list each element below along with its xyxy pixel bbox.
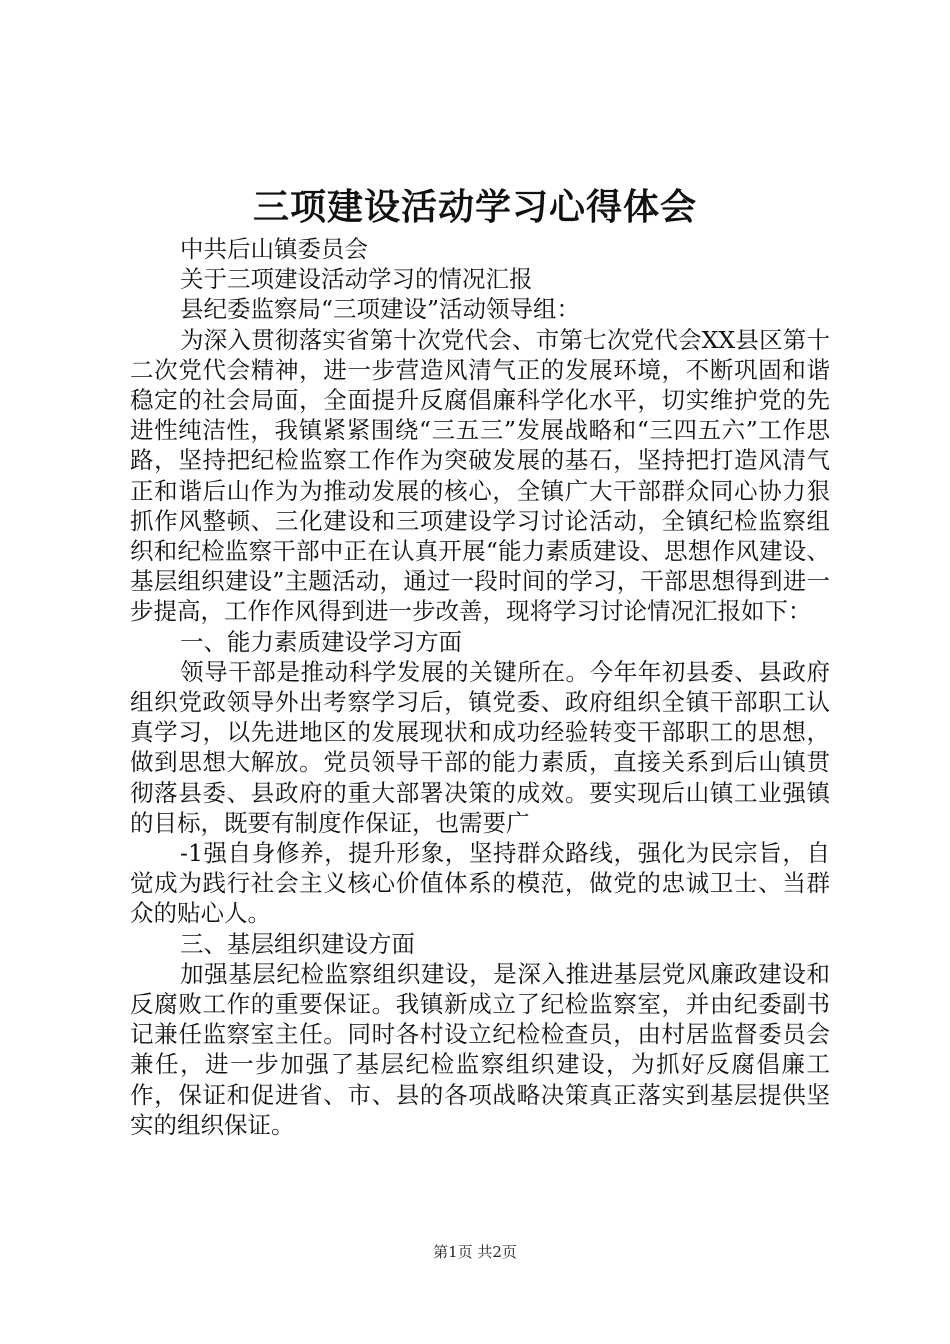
intro-paragraph: 为深入贯彻落实省第十次党代会、市第七次党代会XX县区第十二次党代会精神，进一步营造风清气正的发展环境，不断巩固和谐稳定的社会局面，全面提升反腐倡廉科学化水平，切实维护党的先进性纯洁性，我镇紧紧围绕“三五三”发展战略和“三四五六”工作思路，坚持把纪检监察工作作为突破发展的基石，坚持把打造风清气正和谐后山作为为推动发展的核心，全镇广大干部群众同心协力狠抓作风整顿、三化建设和三项建设学习讨论活动，全镇纪检监察组织和纪检监察干部中正在认真开展“能力素质建设、思想作风建设、基层组织建设”主题活动，通过一段时间的学习，干部思想得到进一步提高，工作作风得到进一步改善，现将学习讨论情况汇报如下： — [130, 325, 830, 626]
section-heading-ability: 一、能力素质建设学习方面 — [180, 627, 462, 656]
ability-paragraph: 领导干部是推动科学发展的关键所在。今年年初县委、县政府组织党政领导外出考察学习后，镇党委、政府组织全镇干部职工认真学习，以先进地区的发展现状和成功经验转变干部职工的思想，做到思想大解放。党员领导干部的能力素质，直接关系到后山镇贯彻落县委、县政府的重大部署决策的成效。要实现后山镇工业强镇的目标，既要有制度作保证，也需要广 — [130, 657, 830, 837]
recipient-line: 县纪委监察局“三项建设”活动领导组： — [180, 295, 581, 324]
document-title: 三项建设活动学习心得体会 — [252, 186, 697, 228]
report-subject-line: 关于三项建设活动学习的情况汇报 — [180, 265, 533, 294]
org-name-line: 中共后山镇委员会 — [180, 235, 368, 263]
page-number-footer: 第1页 共2页 — [433, 1243, 517, 1261]
section-heading-grassroots: 三、基层组织建设方面 — [180, 929, 415, 958]
grassroots-paragraph: 加强基层纪检监察组织建设，是深入推进基层党风廉政建设和反腐败工作的重要保证。我镇新成立了纪检监察室，并由纪委副书记兼任监察室主任。同时各村设立纪检检查员，由村居监督委员会兼任，进一步加强了基层纪检监察组织建设，为抓好反腐倡廉工作，保证和促进省、市、县的各项战略决策真正落实到基层提供坚实的组织保证。 — [130, 959, 830, 1139]
continuation-paragraph: -1强自身修养，提升形象，坚持群众路线，强化为民宗旨，自觉成为践行社会主义核心价值体系的模范，做党的忠诚卫士、当群众的贴心人。 — [130, 839, 830, 928]
document-body — [130, 234, 830, 1140]
